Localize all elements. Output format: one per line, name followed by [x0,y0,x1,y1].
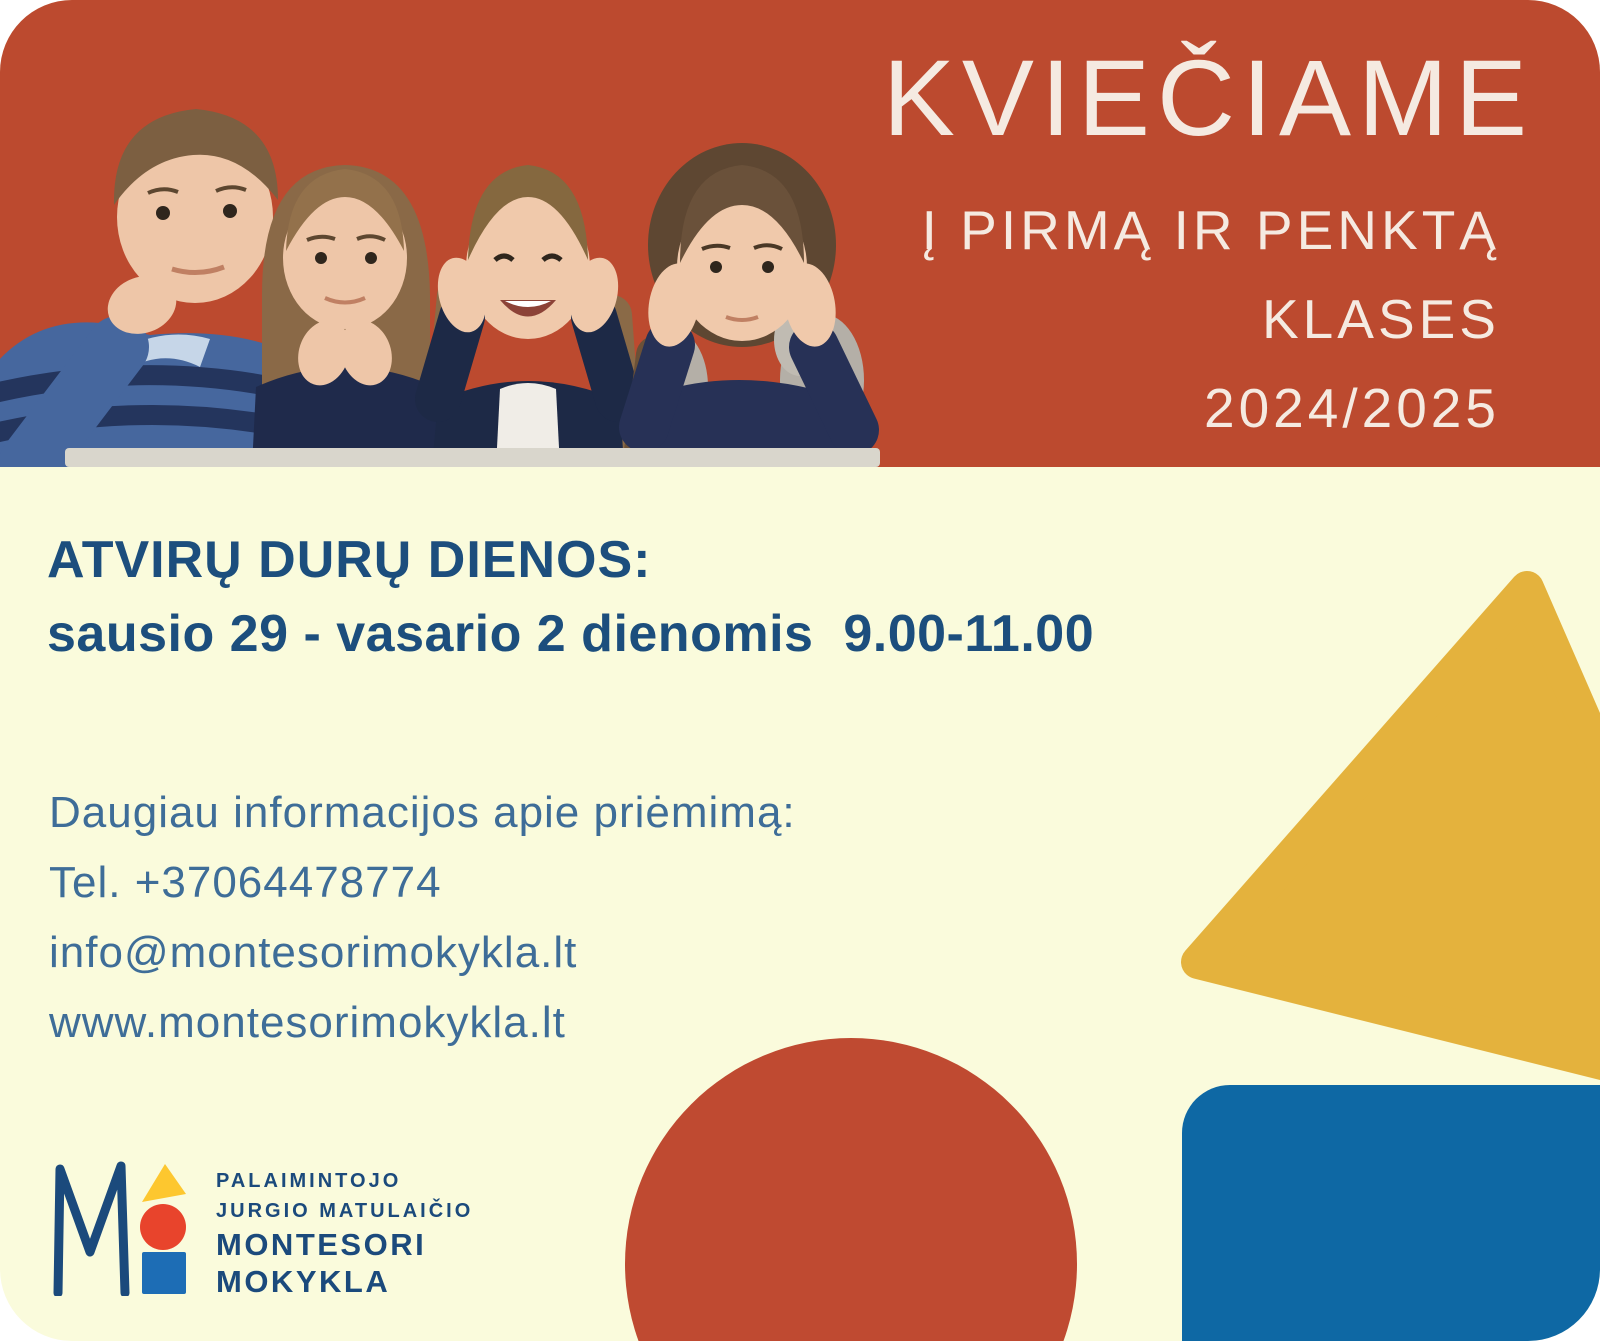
banner-text [883,0,1534,453]
yellow-triangle-shape [1140,540,1600,1150]
child-girl-cheeks [632,143,864,467]
child-girl-smile [430,165,625,467]
logo-triangle [142,1164,186,1202]
desk-edge [65,448,880,467]
contact-block [49,778,796,1058]
contact-website: www.montesorimokykla.lt [49,998,566,1047]
logo-line4: MOKYKLA [216,1264,391,1299]
logo-square [142,1252,186,1294]
open-days-heading: ATVIRŲ DURŲ DIENOS: [47,531,652,589]
child-girl-heart [252,165,440,467]
logo-text [216,1166,473,1300]
banner-subtitle-line2: KLASES [1261,288,1500,350]
banner-subtitle-line3: 2024/2025 [1204,377,1500,439]
children-photo [0,55,880,467]
logo-line2: JURGIO MATULAIČIO [216,1200,474,1222]
blue-rectangle-shape [1182,1085,1600,1341]
contact-intro: Daugiau informacijos apie priėmimą: [49,788,796,837]
contact-phone: Tel. +37064478774 [49,858,442,907]
contact-email: info@montesorimokykla.lt [49,928,578,977]
banner-title: KVIEČIAME [882,37,1534,158]
logo-shape-stack [140,1164,188,1294]
open-days-schedule: sausio 29 - vasario 2 dienomis 9.00-11.00 [47,605,1095,663]
school-logo [50,1160,473,1300]
logo-circle [140,1204,186,1250]
logo-line3: MONTESORI [216,1227,427,1262]
banner-subtitle-line1: Į PIRMĄ IR PENKTĄ [921,199,1500,261]
logo-m-letter [50,1160,130,1296]
logo-line1: PALAIMINTOJO [216,1170,402,1192]
red-circle-shape [625,1038,1077,1341]
banner [0,0,1600,467]
banner-subtitle [883,186,1534,453]
